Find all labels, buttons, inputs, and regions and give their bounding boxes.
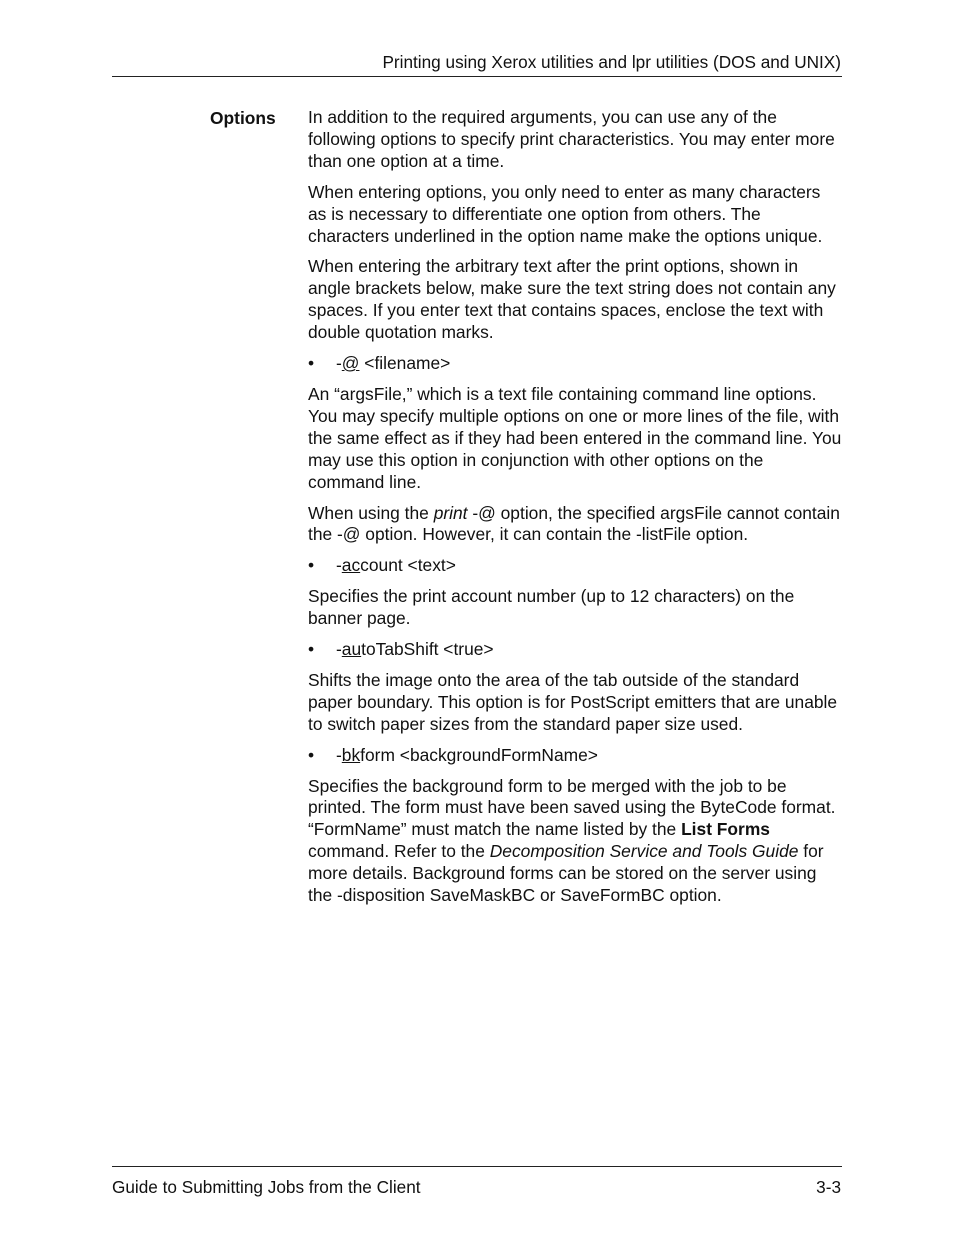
page-number: 3-3 <box>816 1177 841 1197</box>
option-at-rest: <filename> <box>359 353 451 374</box>
option-at-note-a: When using the <box>308 502 434 523</box>
option-at-note-print: print <box>433 502 468 523</box>
option-autotabshift-prefix: - <box>336 639 342 660</box>
section-body <box>308 107 842 916</box>
option-autotabshift-description: Shifts the image onto the area of the tab outside of the standard paper boundary. This option is for PostScript emitters that are unable to switch paper sizes from the standard paper size used. <box>308 669 838 734</box>
option-bkform-guide-title: Decomposition Service and Tools Guide <box>489 841 799 862</box>
option-at-note-c: -@ option, the specified argsFile cannot contain the -@ option. However, it can contain the -listFile option. <box>308 502 840 545</box>
option-bkform-list-forms: List Forms <box>681 819 770 840</box>
header-rule <box>112 76 842 77</box>
option-bkform-prefix: - <box>336 744 342 765</box>
option-account-description: Specifies the print account number (up to 12 characters) on the banner page. <box>308 586 795 629</box>
option-at <box>308 353 842 375</box>
option-account <box>308 555 842 577</box>
option-account-prefix: - <box>336 555 342 576</box>
bullet-icon: • <box>308 744 315 765</box>
abbreviation-paragraph: When entering options, you only need to enter as many characters as is necessary to differentiate one option from others. The characters underlined in the option name make the options unique. <box>308 181 823 246</box>
option-at-description: An “argsFile,” which is a text file containing command line options. You may specify multiple options on one or more lines of the file, with the same effect as if they had been entered in the command line. You may use this option in conjunction with other options on the command line. <box>308 383 842 492</box>
option-account-rest: count <text> <box>360 555 456 576</box>
option-bkform-desc-a: Specifies the background form to be merged with the job to be printed. The form must have been saved using the ByteCode format. “FormName” must match the name listed by the <box>308 775 836 840</box>
option-bkform-description <box>308 776 842 907</box>
option-bkform-rest: form <backgroundFormName> <box>360 744 598 765</box>
footer-title: Guide to Submitting Jobs from the Client <box>112 1177 421 1197</box>
option-bkform-desc-e: for more details. Background forms can be stored on the server using the -disposition SaveMaskBC or SaveFormBC option. <box>308 841 824 906</box>
footer-rule <box>112 1166 842 1167</box>
bullet-icon: • <box>308 639 315 660</box>
option-at-prefix: - <box>336 353 342 374</box>
option-bkform <box>308 745 842 767</box>
arbitrary-text-paragraph: When entering the arbitrary text after the print options, shown in angle brackets below, make sure the text string does not contain any spaces. If you enter text that contains spaces, enclose the text with double quotation marks. <box>308 256 836 343</box>
option-account-underlined: ac <box>341 555 361 576</box>
option-autotabshift <box>308 639 842 661</box>
option-at-note <box>308 503 842 547</box>
section-heading: Options <box>210 108 276 128</box>
bullet-icon: • <box>308 555 315 576</box>
intro-paragraph: In addition to the required arguments, you can use any of the following options to specify print characteristics. You may enter more than one option at a time. <box>308 107 835 171</box>
option-autotabshift-rest: toTabShift <true> <box>361 639 494 660</box>
option-bkform-desc-c: command. Refer to the <box>308 841 490 862</box>
running-header: Printing using Xerox utilities and lpr utilities (DOS and UNIX) <box>382 52 841 72</box>
bullet-icon: • <box>308 353 315 374</box>
option-autotabshift-underlined: au <box>341 639 362 660</box>
option-bkform-underlined: bk <box>341 744 361 765</box>
option-at-underlined: @ <box>341 353 360 374</box>
